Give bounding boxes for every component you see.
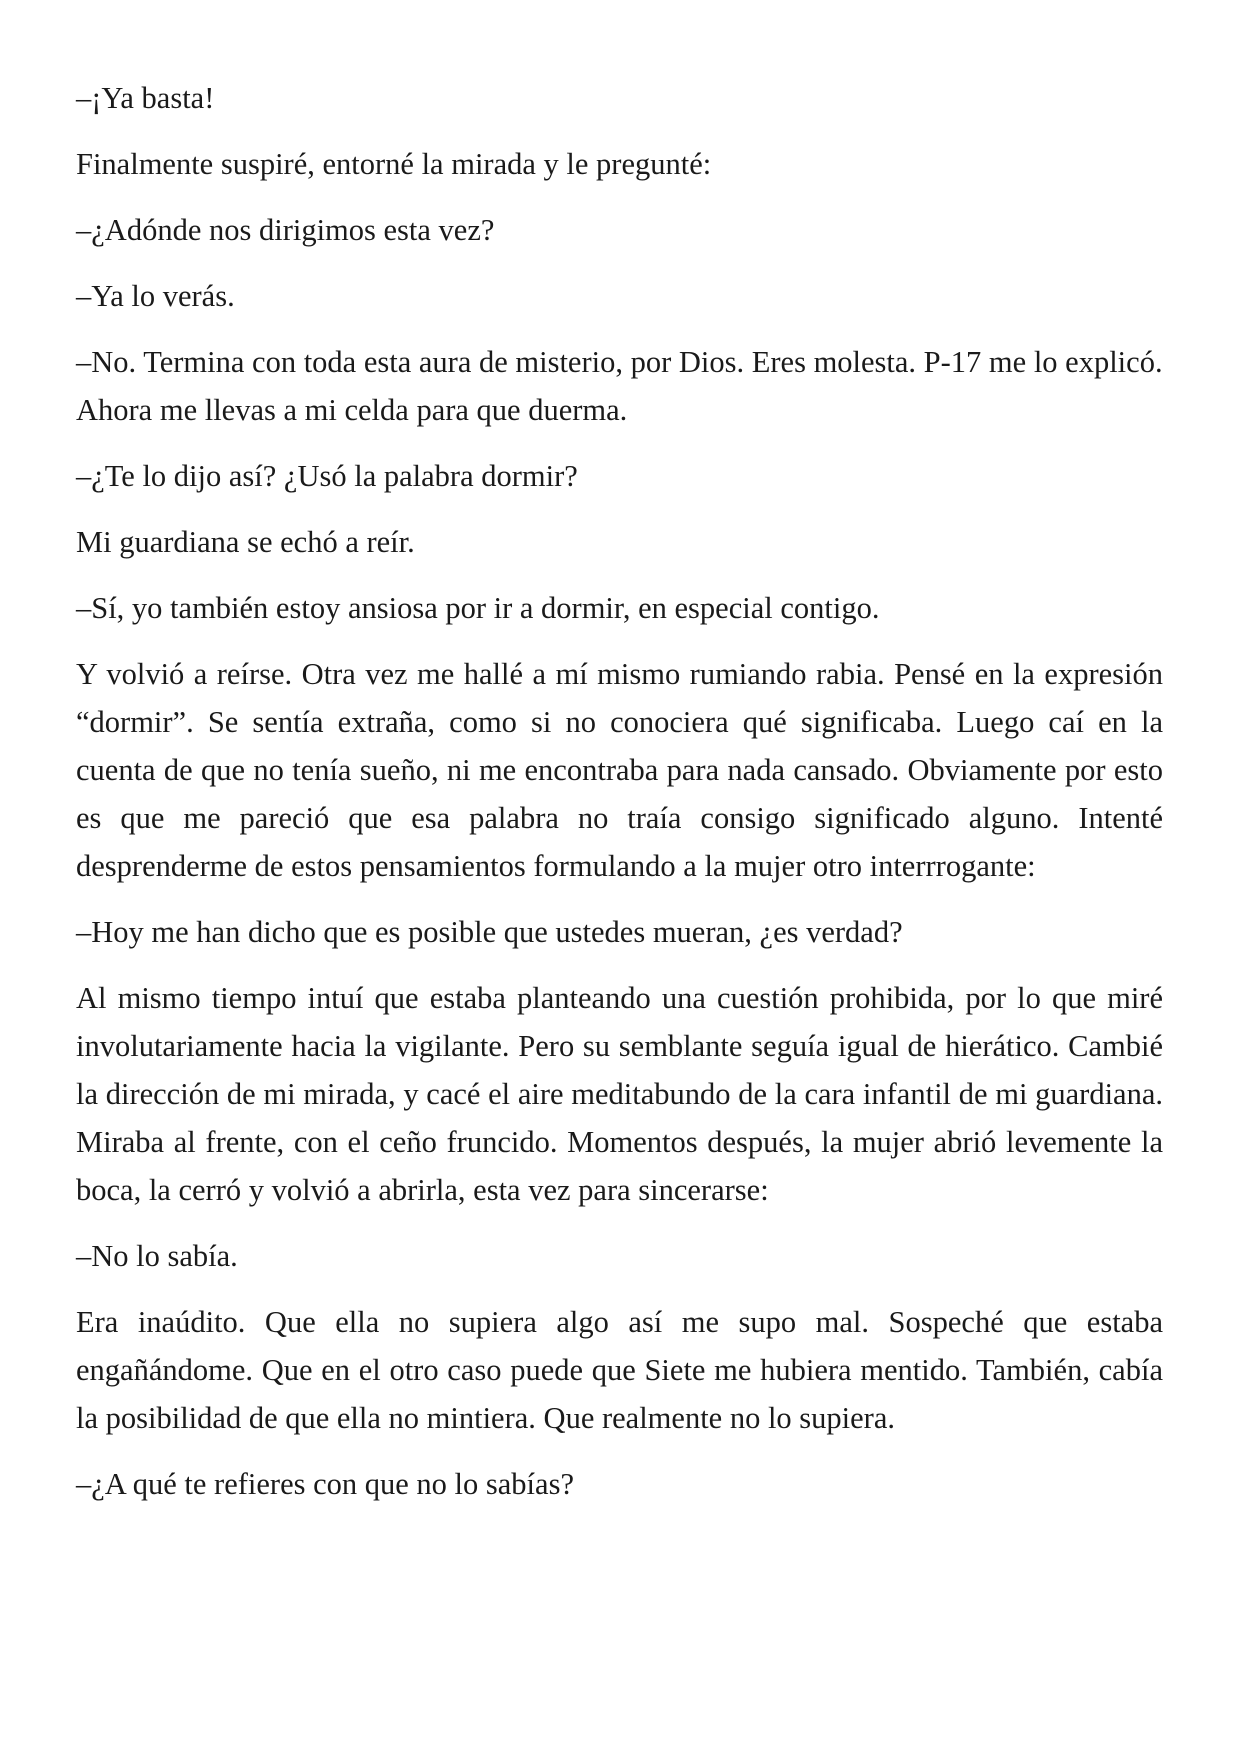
paragraph-narration: Al mismo tiempo intuí que estaba planteando una cuestión prohibida, por lo que miré involutariamente hacia la vigilante. Pero su semblante seguía igual de hierático. Cambié la dirección de mi mirada, y cacé el aire meditabundo de la cara infantil de mi guardiana. Miraba al frente, con el ceño fruncido. Momentos después, la mujer abrió levemente la boca, la cerró y volvió a abrirla, esta vez para sincerarse:: [76, 981, 1163, 1207]
paragraph-dialog: –¿Adónde nos dirigimos esta vez?: [76, 213, 495, 247]
paragraph-dialog: –No. Termina con toda esta aura de misterio, por Dios. Eres molesta. P-17 me lo explicó. Ahora me llevas a mi celda para que duerma.: [76, 345, 1163, 427]
paragraph-dialog: –¿A qué te refieres con que no lo sabías?: [76, 1467, 574, 1501]
paragraph-narration: Y volvió a reírse. Otra vez me hallé a mí mismo rumiando rabia. Pensé en la expresión “dormir”. Se sentía extraña, como si no conociera qué significaba. Luego caí en la cuenta de que no tenía sueño, ni me encontraba para nada cansado. Obviamente por esto es que me pareció que esa palabra no traía consigo significado alguno. Intenté desprenderme de estos pensamientos formulando a la mujer otro interrrogante:: [76, 657, 1163, 883]
paragraph-dialog: –¡Ya basta!: [76, 81, 215, 115]
paragraph-dialog: –¿Te lo dijo así? ¿Usó la palabra dormir?: [76, 459, 578, 493]
paragraph-narration: Finalmente suspiré, entorné la mirada y le pregunté:: [76, 147, 712, 181]
paragraph-dialog: –Ya lo verás.: [76, 279, 235, 313]
paragraph-dialog: –Sí, yo también estoy ansiosa por ir a dormir, en especial contigo.: [76, 591, 880, 625]
paragraph-narration: Mi guardiana se echó a reír.: [76, 525, 415, 559]
paragraph-dialog: –No lo sabía.: [76, 1239, 238, 1273]
paragraph-narration: Era inaúdito. Que ella no supiera algo así me supo mal. Sospeché que estaba engañándome. Que en el otro caso puede que Siete me hubiera mentido. También, cabía la posibilidad de que ella no mintiera. Que realmente no lo supiera.: [76, 1305, 1163, 1435]
paragraph-dialog: –Hoy me han dicho que es posible que ustedes mueran, ¿es verdad?: [76, 915, 903, 949]
